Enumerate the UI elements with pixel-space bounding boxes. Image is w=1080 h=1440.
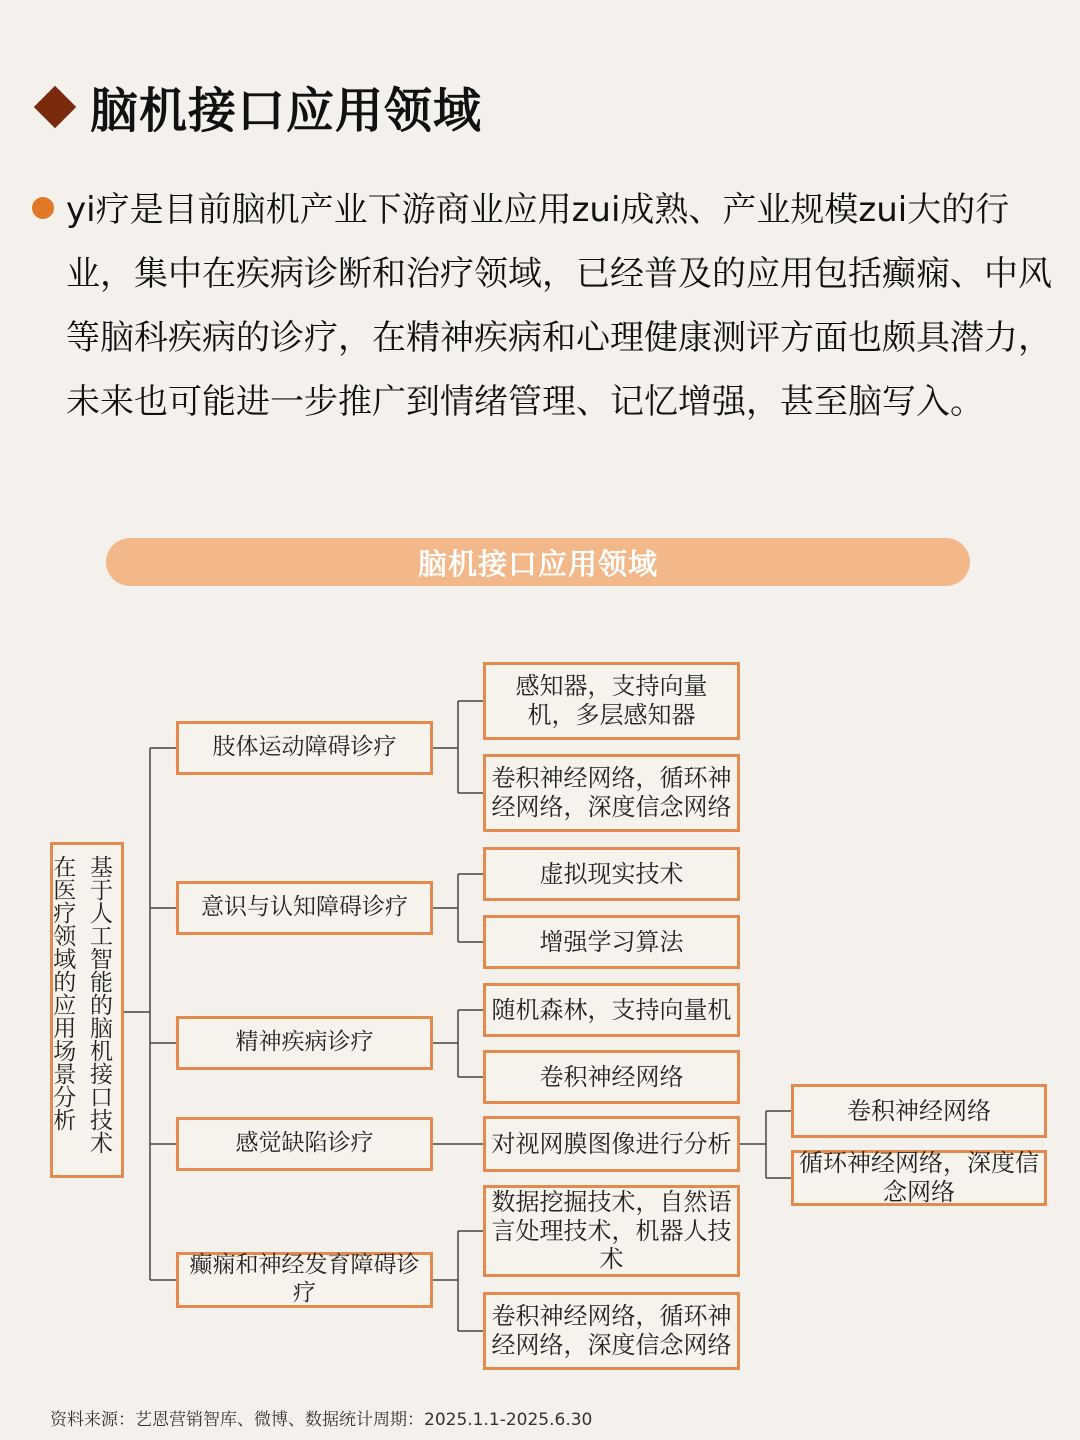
intro-paragraph: yi疗是目前脑机产业下游商业应用zui成熟、产业规模zui大的行业，集中在疾病诊断和治疗领域，已经普及的应用包括癫痫、中风等脑科疾病的诊疗，在精神疾病和心理健康测评方面也颇具潜力，未来也可能进一步推广到情绪管理、记忆增强，甚至脑写入。: [66, 190, 1052, 422]
method-node: 对视网膜图像进行分析: [483, 1116, 740, 1172]
method-node: 数据挖掘技术，自然语言处理技术，机器人技术: [483, 1185, 740, 1277]
method-node: 虚拟现实技术: [483, 847, 740, 901]
category-node: 癫痫和神经发育障碍诊疗: [176, 1252, 433, 1308]
root-node: 基于人工智能的脑机接口技术在医疗领域的应用场景分析: [50, 842, 124, 1178]
method-node: 增强学习算法: [483, 915, 740, 969]
category-node: 意识与认知障碍诊疗: [176, 881, 433, 935]
method-node: 卷积神经网络，循环神经网络，深度信念网络: [483, 754, 740, 832]
sub-method-node: 循环神经网络，深度信念网络: [791, 1150, 1047, 1206]
page-title: 脑机接口应用领域: [90, 83, 483, 139]
diagram-banner: 脑机接口应用领域: [106, 538, 970, 586]
category-node: 精神疾病诊疗: [176, 1016, 433, 1070]
method-node: 卷积神经网络，循环神经网络，深度信念网络: [483, 1292, 740, 1370]
method-node: 卷积神经网络: [483, 1050, 740, 1104]
sub-method-node: 卷积神经网络: [791, 1084, 1047, 1138]
method-node: 随机森林，支持向量机: [483, 983, 740, 1037]
source-note: 资料来源：艺恩营销智库、微博、数据统计周期：2025.1.1-2025.6.30: [50, 1410, 593, 1430]
category-node: 肢体运动障碍诊疗: [176, 721, 433, 775]
method-node: 感知器，支持向量机，多层感知器: [483, 662, 740, 740]
category-node: 感觉缺陷诊疗: [176, 1117, 433, 1171]
